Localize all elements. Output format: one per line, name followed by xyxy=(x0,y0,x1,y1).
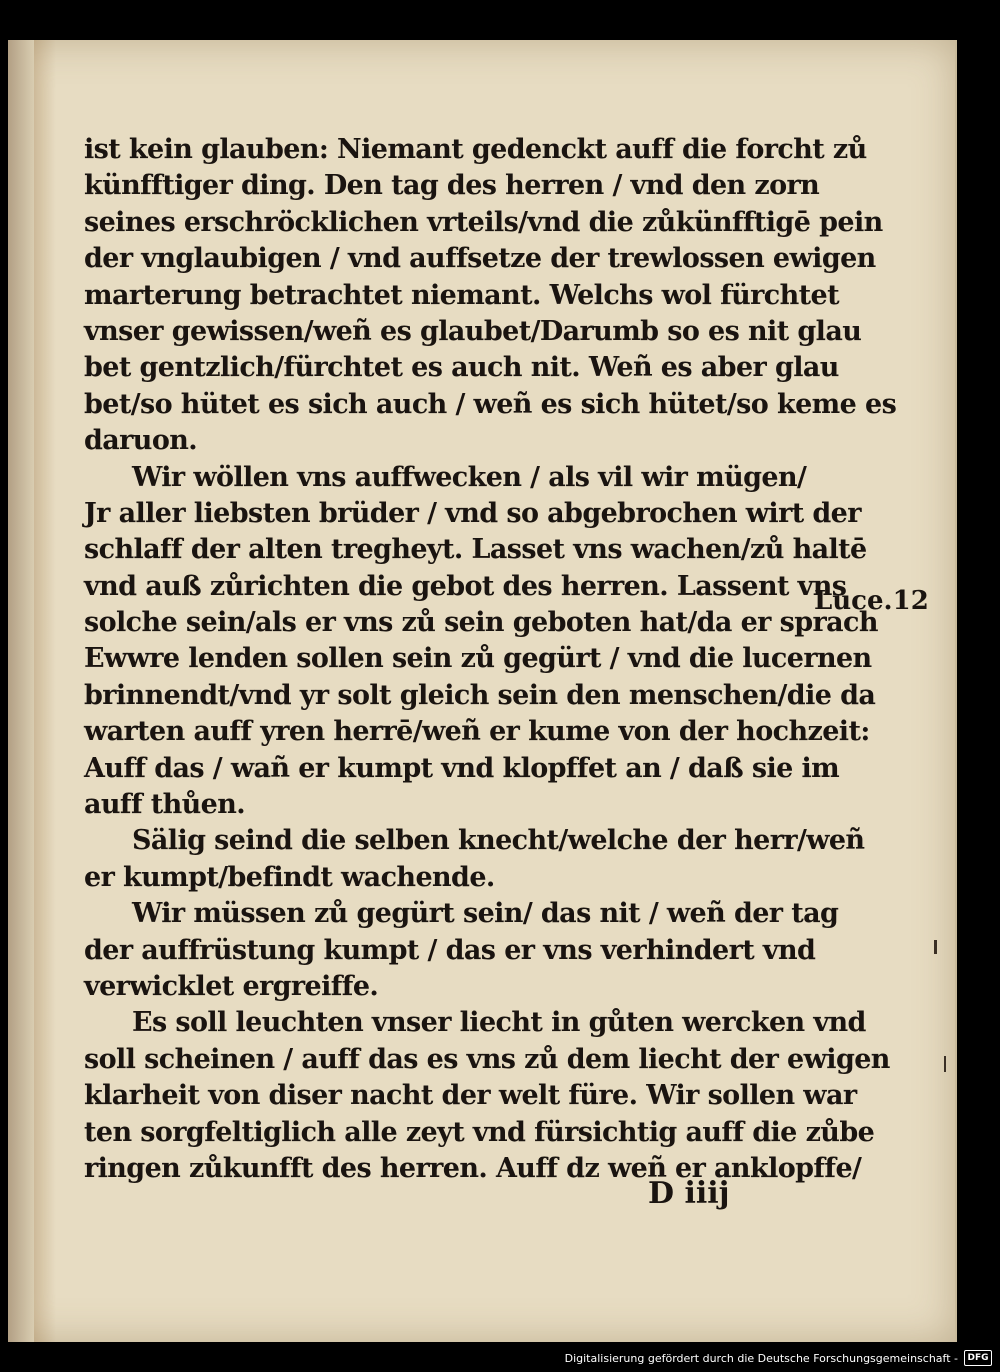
text-line: ringen zůkunfft des herren. Auff dz weñ er anklopffe/ xyxy=(84,1152,862,1184)
text-line: der auffrüstung kumpt / das er vns verhindert vnd xyxy=(84,934,816,966)
text-line: solche sein/als er vns zů sein geboten hat/da er sprach xyxy=(84,607,878,639)
text-line: soll scheinen / auff das es vns zů dem liecht der ewigen xyxy=(84,1043,890,1075)
text-line: Auff das / wañ er kumpt vnd klopffet an / daß sie im xyxy=(84,752,840,784)
text-line: verwicklet ergreiffe. xyxy=(84,970,379,1002)
text-line: ten sorgfeltiglich alle zeyt vnd fürsichtig auff die zůbe xyxy=(84,1116,875,1148)
text-line: bet gentzlich/fürchtet es auch nit. Weñ es aber glau xyxy=(84,352,839,384)
book-page xyxy=(8,40,957,1342)
text-line: Ewwre lenden sollen sein zů gegürt / vnd die lucernen xyxy=(84,643,872,675)
text-line: vnd auß zůrichten die gebot des herren. Lassent vns xyxy=(84,570,847,602)
text-line: Es soll leuchten vnser liecht in gůten wercken vnd xyxy=(132,1007,866,1039)
marginal-note: Luce.12 xyxy=(814,586,929,616)
text-line: Sälig seind die selben knecht/welche der herr/weñ xyxy=(132,825,865,857)
text-line: seines erschröcklichen vrteils/vnd die zůkünfftigē pein xyxy=(84,206,883,238)
text-line: Jr aller liebsten brüder / vnd so abgebrochen wirt der xyxy=(84,497,861,529)
signature-mark: D iiij xyxy=(648,1176,730,1211)
ink-speck xyxy=(944,1056,946,1072)
text-line: bet/so hütet es sich auch / weñ es sich hütet/so keme es xyxy=(84,388,897,420)
text-line: warten auff yren herrē/weñ er kume von der hochzeit: xyxy=(84,716,870,748)
text-line: er kumpt/befindt wachende. xyxy=(84,861,495,893)
text-line: klarheit von diser nacht der welt füre. Wir sollen war xyxy=(84,1080,857,1112)
text-line: daruon. xyxy=(84,425,198,457)
text-line: auff thůen. xyxy=(84,789,246,821)
text-line: der vnglaubigen / vnd auffsetze der trewlossen ewigen xyxy=(84,243,876,275)
text-line: vnser gewissen/weñ es glaubet/Darumb so es nit glau xyxy=(84,315,862,347)
text-line: Wir wöllen vns auffwecken / als vil wir mügen/ xyxy=(132,461,807,493)
page-stain xyxy=(34,40,56,1342)
page-binding-edge xyxy=(8,40,34,1342)
text-line: künfftiger ding. Den tag des herren / vnd den zorn xyxy=(84,170,820,202)
text-line: ist kein glauben: Niemant gedenckt auff die forcht zů xyxy=(84,134,867,165)
text-line: Wir müssen zů gegürt sein/ das nit / weñ der tag xyxy=(132,898,839,930)
footer-credit xyxy=(565,1348,992,1368)
dfg-logo-icon: DFG xyxy=(964,1350,992,1366)
text-line: brinnendt/vnd yr solt gleich sein den menschen/die da xyxy=(84,679,876,711)
ink-speck xyxy=(934,940,937,954)
text-line: schlaff der alten tregheyt. Lasset vns wachen/zů haltē xyxy=(84,534,867,566)
footer-credit-text: Digitalisierung gefördert durch die Deutsche Forschungsgemeinschaft - xyxy=(564,1351,958,1365)
text-line: marterung betrachtet niemant. Welchs wol fürchtet xyxy=(84,279,839,311)
